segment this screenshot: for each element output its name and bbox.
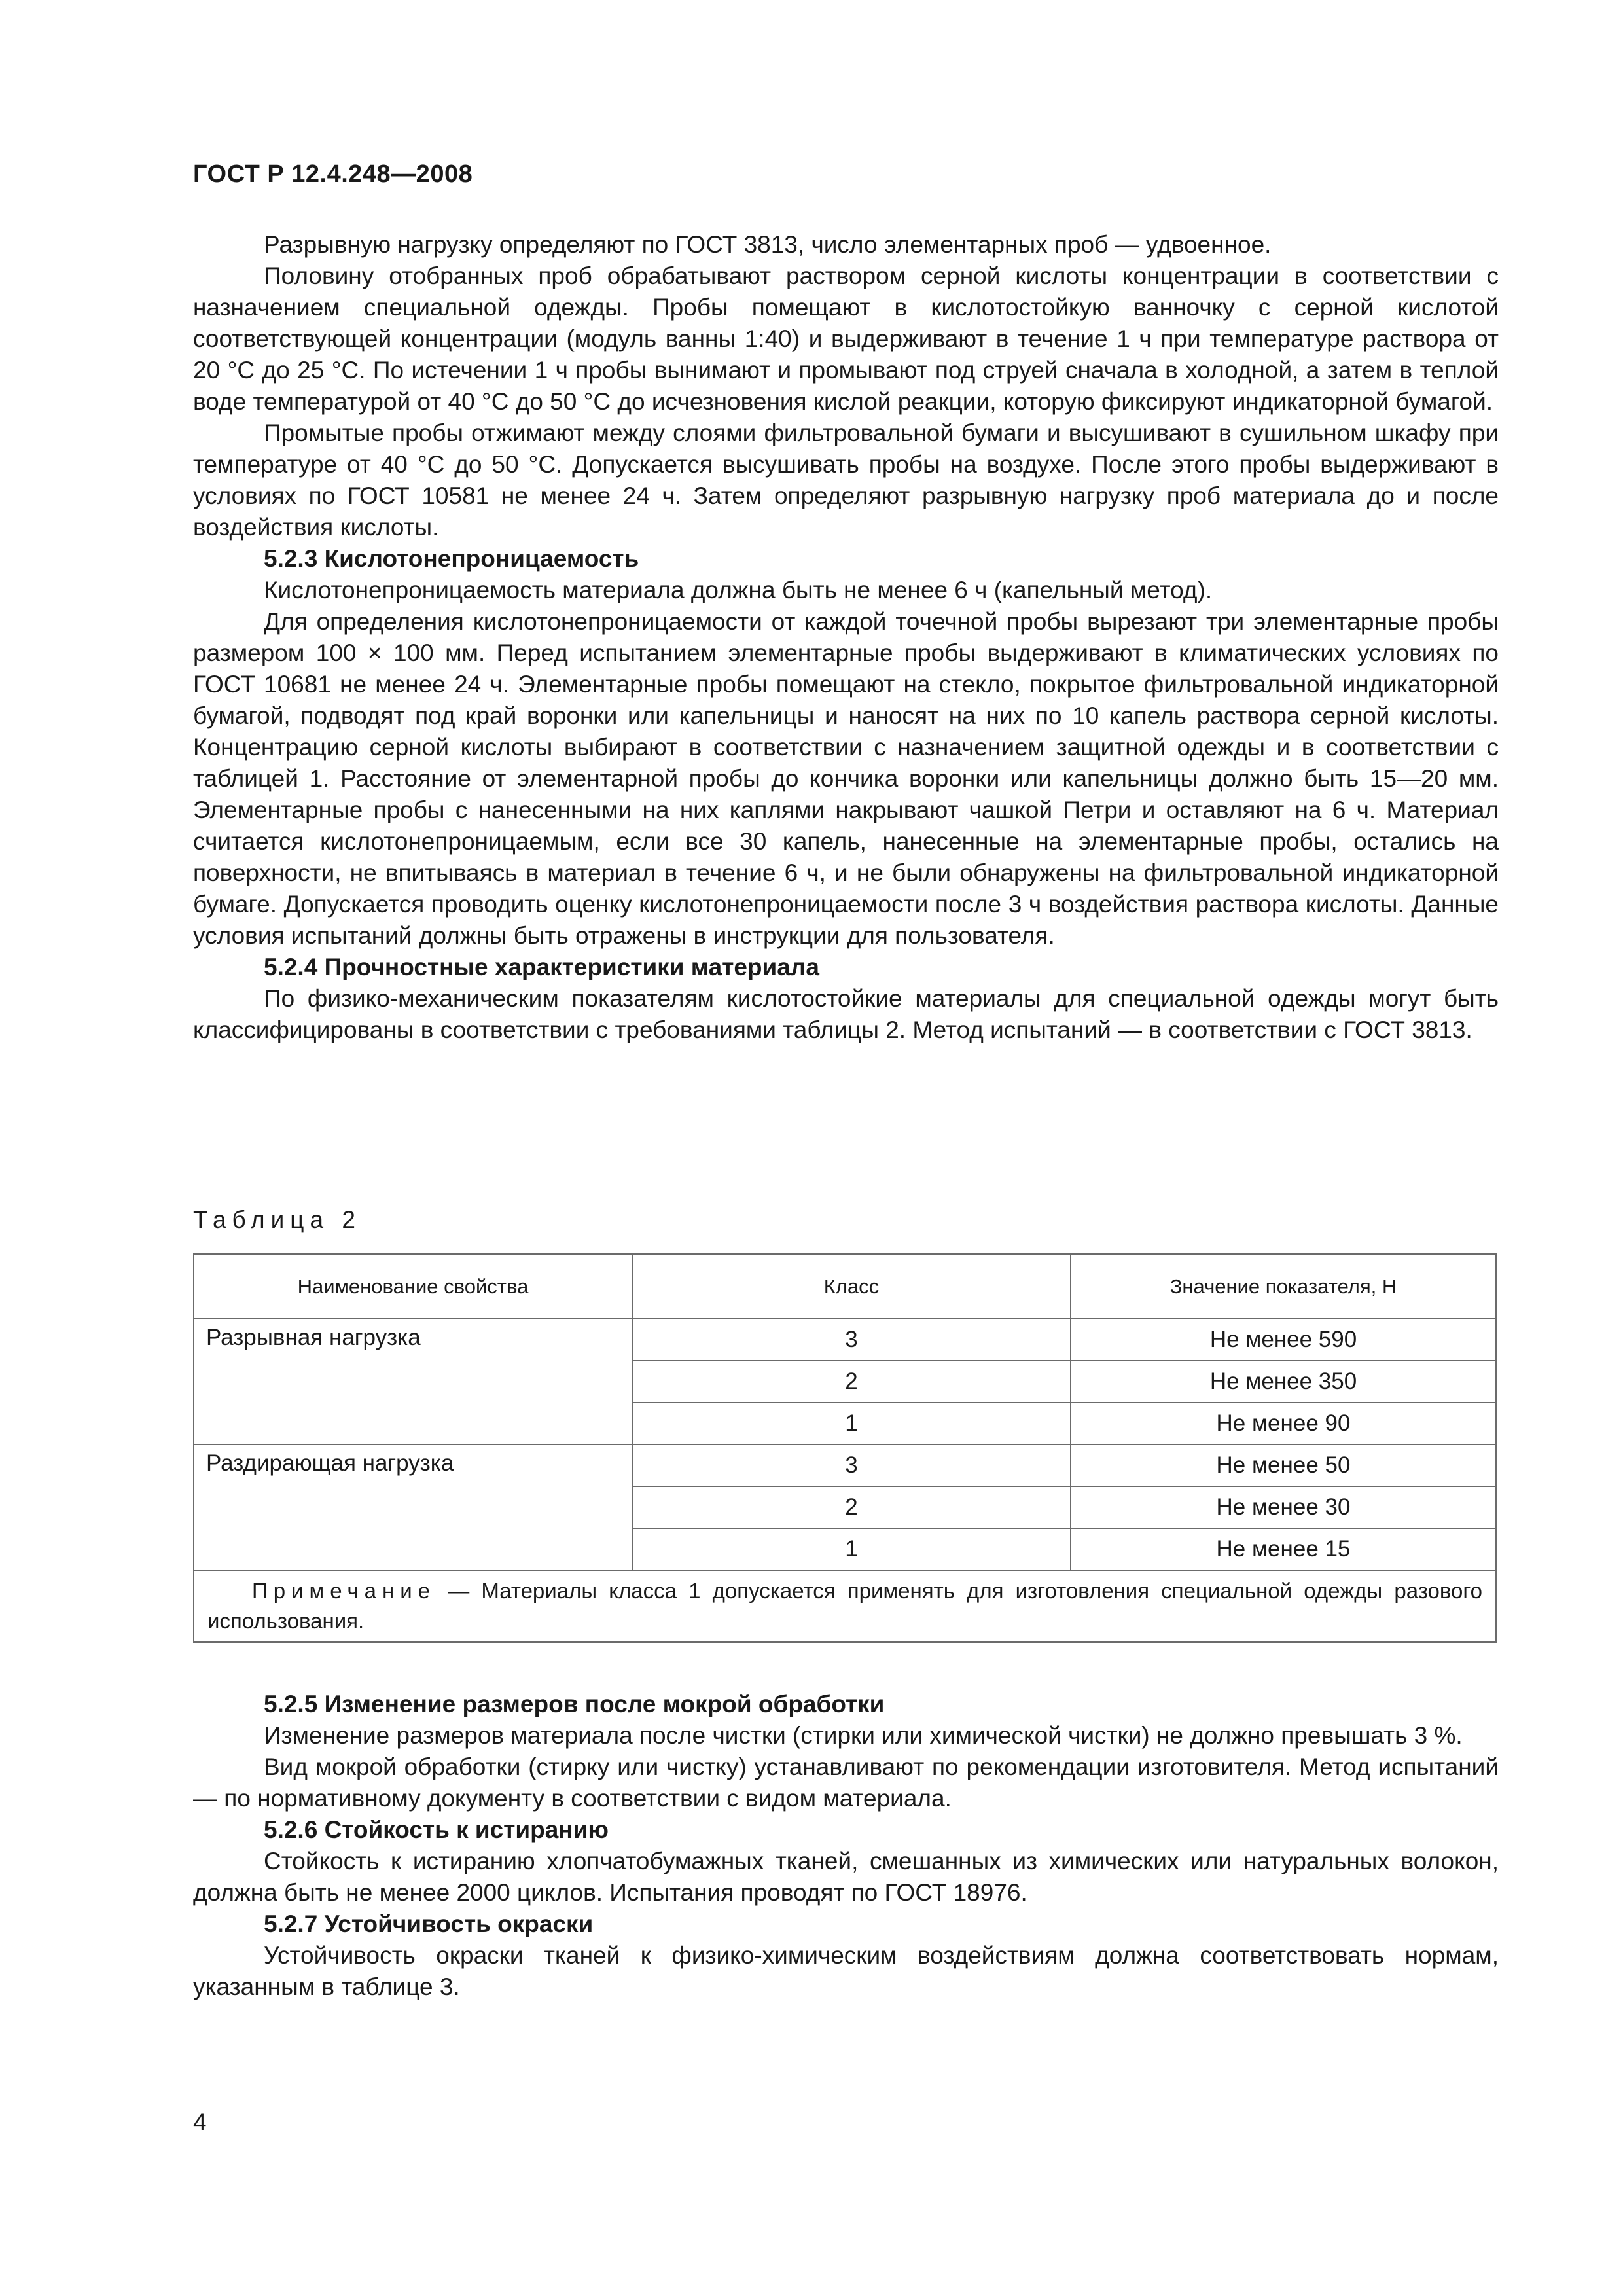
paragraph: Для определения кислотонепроницаемости от каждой точечной пробы вырезают три элементарные пробы размером 100 × 100 мм. Перед испытанием элементарные пробы выдерживают в климатических условиях по ГОСТ 10681 не менее 24 ч. Элементарные пробы помещают на стекло, покрытое фильтровальной индикаторной бумагой, подводят под край воронки или капельницы и наносят на них по 10 капель раствора серной кислоты. Концентрацию серной кислоты выбирают в соответствии с назначением защитной одежды и в соответствии с таблицей 1. Расстояние от элементарной пробы до кончика воронки или капельницы должно быть 15—20 мм. Элементарные пробы с нанесенными на них каплями накрывают чашкой Петри и оставляют на 6 ч. Материал считается кислотонепроницаемым, если все 30 капель, нанесенные на элементарные пробы, остались на поверхности, не впитываясь в материал в течение 6 ч, и не были обнаружены на фильтровальной индикаторной бумаге. Допускается проводить оценку кислотонепроницаемости после 3 ч воздействия раствора кислоты. Данные условия испытаний должны быть отражены в инструкции для пользователя. <box>193 608 1499 949</box>
note-text: — Материалы класса 1 допускается применять для изготовления специальной одежды разового использования. <box>207 1579 1482 1633</box>
paragraph: Промытые пробы отжимают между слоями фильтровальной бумаги и высушивают в сушильном шкафу при температуре от 40 °С до 50 °С. Допускается высушивать пробы на воздухе. После этого пробы выдерживают в условиях по ГОСТ 10581 не менее 24 ч. Затем определяют разрывную нагрузку проб материала до и после воздействия кислоты. <box>193 420 1499 541</box>
body-bottom <box>193 1689 1499 2003</box>
table-row <box>194 1444 1496 1486</box>
table-note <box>194 1570 1496 1642</box>
note-label: Примечание <box>252 1579 437 1603</box>
section-heading: 5.2.5 Изменение размеров после мокрой обработки <box>264 1691 885 1717</box>
value-cell: Не менее 590 <box>1071 1319 1496 1361</box>
table-2 <box>193 1253 1497 1643</box>
value-cell: Не менее 350 <box>1071 1361 1496 1403</box>
paragraph: Половину отобранных проб обрабатывают раствором серной кислоты концентрации в соответствии с назначением специальной одежды. Пробы помещают в кислотостойкую ванночку с серной кислотой соответствующей концентрации (модуль ванны 1:40) и выдерживают в течение 1 ч при температуре раствора от 20 °С до 25 °С. По истечении 1 ч пробы вынимают и промывают под струей сначала в холодной, а затем в теплой воде температурой от 40 °С до 50 °С до исчезновения кислой реакции, которую фиксируют индикаторной бумагой. <box>193 262 1499 415</box>
value-cell: Не менее 15 <box>1071 1528 1496 1570</box>
table-row <box>194 1319 1496 1361</box>
value-cell: Не менее 90 <box>1071 1403 1496 1444</box>
paragraph: Вид мокрой обработки (стирку или чистку) устанавливают по рекомендации изготовителя. Метод испытаний — по нормативному документу в соответствии с видом материала. <box>193 1753 1499 1812</box>
class-cell: 1 <box>632 1403 1071 1444</box>
section-heading: 5.2.7 Устойчивость окраски <box>264 1910 594 1937</box>
body-top <box>193 229 1499 1046</box>
paragraph: Кислотонепроницаемость материала должна быть не менее 6 ч (капельный метод). <box>264 577 1213 603</box>
header-class: Класс <box>632 1254 1071 1319</box>
class-cell: 2 <box>632 1361 1071 1403</box>
paragraph: Устойчивость окраски тканей к физико-химическим воздействиям должна соответствовать нормам, указанным в таблице 3. <box>193 1942 1499 2000</box>
table-note-row <box>194 1570 1496 1642</box>
paragraph: По физико-механическим показателям кислотостойкие материалы для специальной одежды могут быть классифицированы в соответствии с требованиями таблицы 2. Метод испытаний — в соответствии с ГОСТ 3813. <box>193 985 1499 1043</box>
property-name: Раздирающая нагрузка <box>194 1444 632 1570</box>
section-heading: 5.2.4 Прочностные характеристики материала <box>264 954 819 980</box>
header-property: Наименование свойства <box>194 1254 632 1319</box>
paragraph: Разрывную нагрузку определяют по ГОСТ 3813, число элементарных проб — удвоенное. <box>264 231 1272 258</box>
value-cell: Не менее 50 <box>1071 1444 1496 1486</box>
value-cell: Не менее 30 <box>1071 1486 1496 1528</box>
table-caption: Таблица 2 <box>193 1206 361 1233</box>
document-header: ГОСТ Р 12.4.248—2008 <box>193 160 473 188</box>
paragraph: Стойкость к истиранию хлопчатобумажных тканей, смешанных из химических или натуральных волокон, должна быть не менее 2000 циклов. Испытания проводят по ГОСТ 18976. <box>193 1848 1499 1906</box>
property-name: Разрывная нагрузка <box>194 1319 632 1444</box>
header-value: Значение показателя, Н <box>1071 1254 1496 1319</box>
class-cell: 3 <box>632 1444 1071 1486</box>
class-cell: 3 <box>632 1319 1071 1361</box>
page-number: 4 <box>193 2109 207 2136</box>
section-heading: 5.2.3 Кислотонепроницаемость <box>264 545 639 572</box>
class-cell: 2 <box>632 1486 1071 1528</box>
paragraph: Изменение размеров материала после чистки (стирки или химической чистки) не должно превышать 3 %. <box>264 1722 1463 1749</box>
class-cell: 1 <box>632 1528 1071 1570</box>
section-heading: 5.2.6 Стойкость к истиранию <box>264 1816 609 1843</box>
